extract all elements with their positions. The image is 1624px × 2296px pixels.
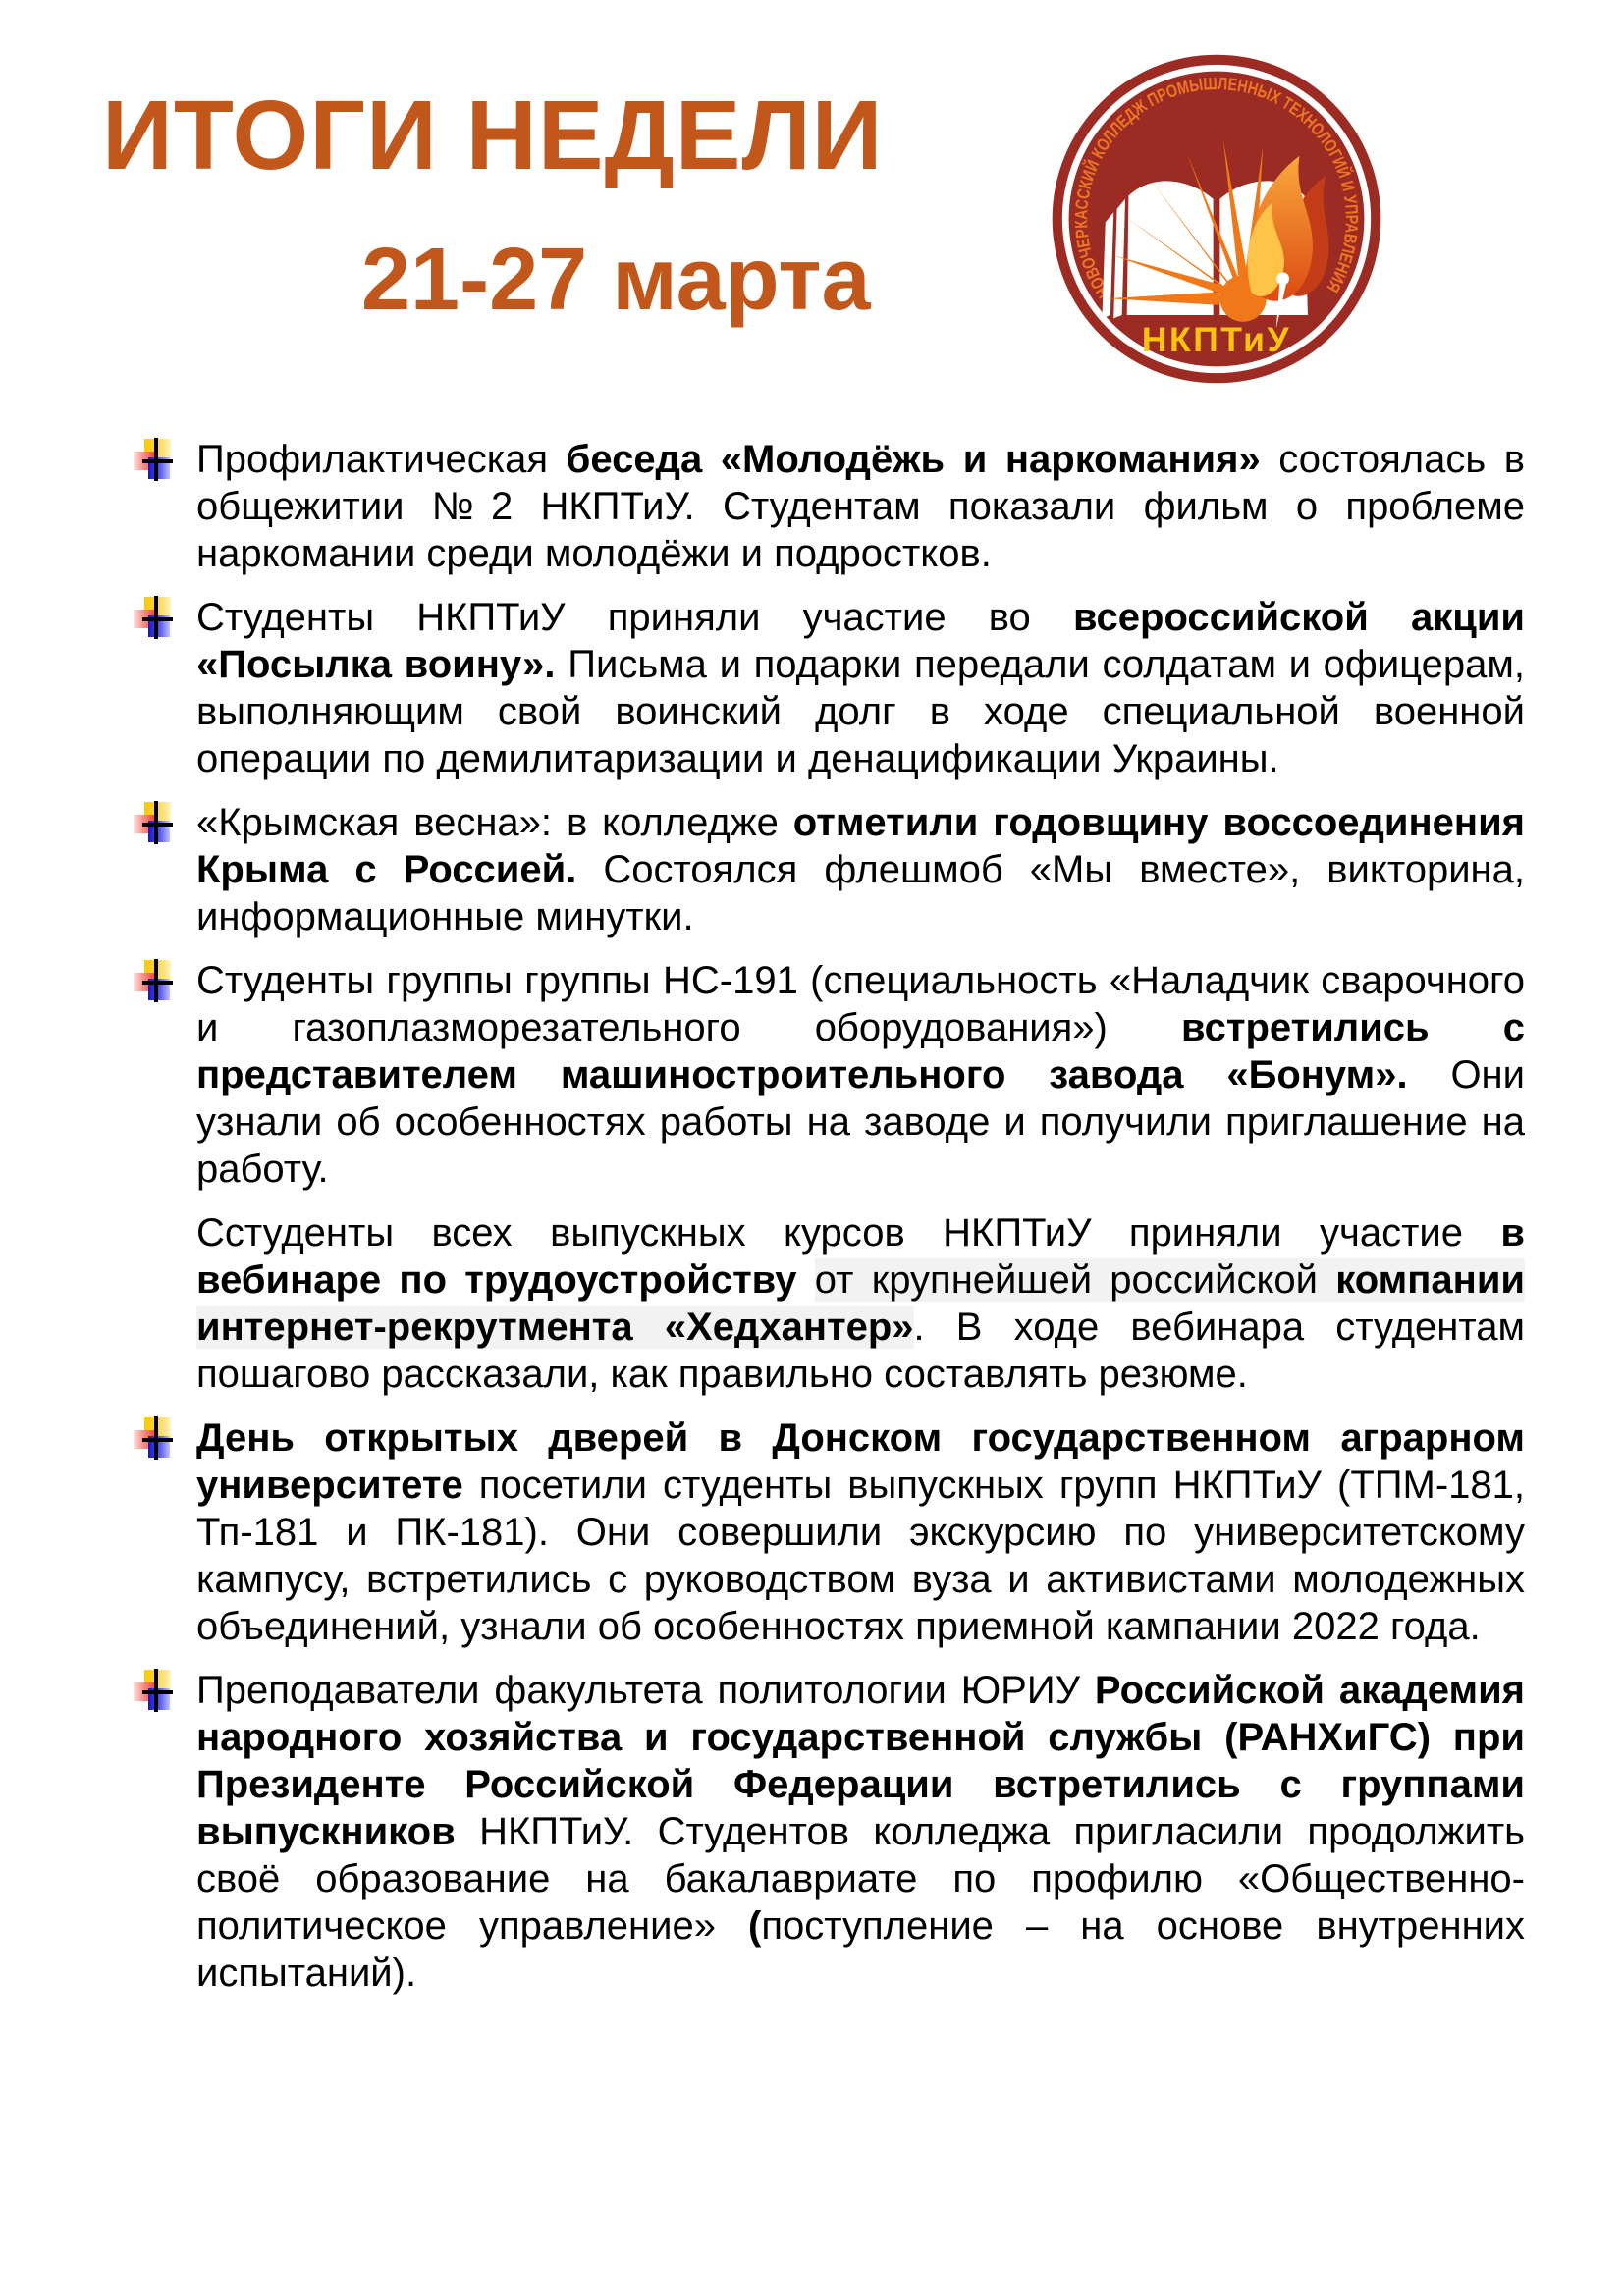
news-text-segment: состоялась в общежитии №2 НКПТиУ. Студентам показали фильм о проблеме наркомании среди молодёжи и подростков. bbox=[196, 438, 1526, 575]
news-text-segment: Студенты НКПТиУ приняли участие во bbox=[196, 596, 1073, 639]
list-bullet-icon bbox=[134, 438, 177, 483]
news-text-segment: беседа «Молодёжь и наркомания» bbox=[566, 438, 1261, 481]
news-item bbox=[196, 799, 1525, 940]
news-text-segment: . В ходе вебинара студентам пошагово рассказали, как правильно составлять резюме. bbox=[196, 1306, 1525, 1396]
logo-ring-text: НОВОЧЕРКАССКИЙ КОЛЛЕДЖ ПРОМЫШЛЕННЫХ ТЕХНОЛОГИЙ И УПРАВЛЕНИЯ bbox=[1071, 73, 1363, 302]
news-text-segment: НКПТиУ. Студентов колледжа пригласили продолжить своё образование на бакалавриате по профилю «Общественно-политическое управление» bbox=[196, 1810, 1525, 1948]
news-item bbox=[196, 1209, 1525, 1398]
news-text-segment: поступление – на основе внутренних испытаний). bbox=[196, 1904, 1525, 1995]
news-text-segment: Состоялся флешмоб «Мы вместе», викторина, информационные минутки. bbox=[196, 848, 1525, 938]
news-text bbox=[196, 799, 1525, 940]
news-text-segment: посетили студенты выпускных групп НКПТиУ (ТПМ-181, Тп-181 и ПК-181). Они совершили экскурсию по университетскому кампусу, встретились с руководством вуза и активистами молодежных объединений, узнали об особенностях приемной кампании 2022 года. bbox=[196, 1464, 1526, 1648]
news-text bbox=[196, 594, 1525, 782]
page-subtitle: 21-27 марта bbox=[361, 231, 871, 329]
college-logo bbox=[1051, 53, 1382, 385]
news-item bbox=[196, 1667, 1525, 1997]
news-text-segment: всероссийской акции «Посылка воину». bbox=[196, 596, 1526, 686]
news-item bbox=[196, 594, 1525, 782]
news-text bbox=[196, 1667, 1525, 1997]
news-text bbox=[196, 1415, 1525, 1650]
news-text bbox=[196, 436, 1525, 577]
news-text-segment: отметили годовщину воссоединения Крыма с Россией. bbox=[196, 801, 1526, 891]
news-text-segment: в вебинаре по трудоустройству bbox=[196, 1211, 1525, 1302]
news-text-segment: Письма и подарки передали солдатам и офицерам, выполняющим свой воинский долг в ходе специальной военной операции по демилитаризации и денацификации Украины. bbox=[196, 643, 1525, 780]
list-bullet-icon bbox=[134, 1669, 177, 1714]
news-text-segment: Преподаватели факультета политологии ЮРИУ bbox=[196, 1669, 1095, 1712]
news-text-segment: от крупнейшей российской bbox=[814, 1258, 1336, 1302]
logo-abbreviation: НКПТиУ bbox=[1141, 320, 1292, 360]
news-list bbox=[196, 436, 1525, 2013]
list-bullet-icon bbox=[134, 801, 177, 846]
news-text-segment: Студенты группы группы НС-191 (специальность «Наладчик сварочного и газоплазморезательного оборудования») bbox=[196, 959, 1525, 1049]
list-bullet-icon bbox=[134, 959, 177, 1004]
news-text bbox=[196, 1209, 1525, 1398]
news-text-segment: Они узнали об особенностях работы на заводе и получили приглашение на работу. bbox=[196, 1053, 1525, 1191]
news-text-segment: Сстуденты всех выпускных курсов НКПТиУ приняли участие bbox=[196, 1211, 1501, 1255]
list-bullet-icon bbox=[134, 596, 177, 641]
news-text-segment bbox=[797, 1258, 815, 1302]
news-text-segment: Российской академия народного хозяйства и государственной службы (РАНХиГС) при Президенте Российской Федерации встретились с группами выпускников bbox=[196, 1669, 1525, 1853]
news-text-segment: «Крымская весна»: в колледже bbox=[196, 801, 793, 844]
news-text bbox=[196, 957, 1525, 1193]
news-text-segment: компании интернет-рекрутмента «Хедхантер» bbox=[196, 1258, 1526, 1349]
news-text-segment: встретились с представителем машиностроительного завода «Бонум». bbox=[196, 1006, 1525, 1096]
news-item bbox=[196, 1415, 1525, 1650]
list-bullet-icon bbox=[134, 1416, 177, 1462]
news-text-segment: День открытых дверей в Донском государственном аграрном университете bbox=[196, 1416, 1525, 1507]
news-text-segment: ( bbox=[748, 1904, 762, 1948]
news-text-segment: Профилактическая bbox=[196, 438, 567, 481]
news-item bbox=[196, 957, 1525, 1193]
news-item bbox=[196, 436, 1525, 577]
page-title: ИТОГИ НЕДЕЛИ bbox=[102, 80, 884, 190]
